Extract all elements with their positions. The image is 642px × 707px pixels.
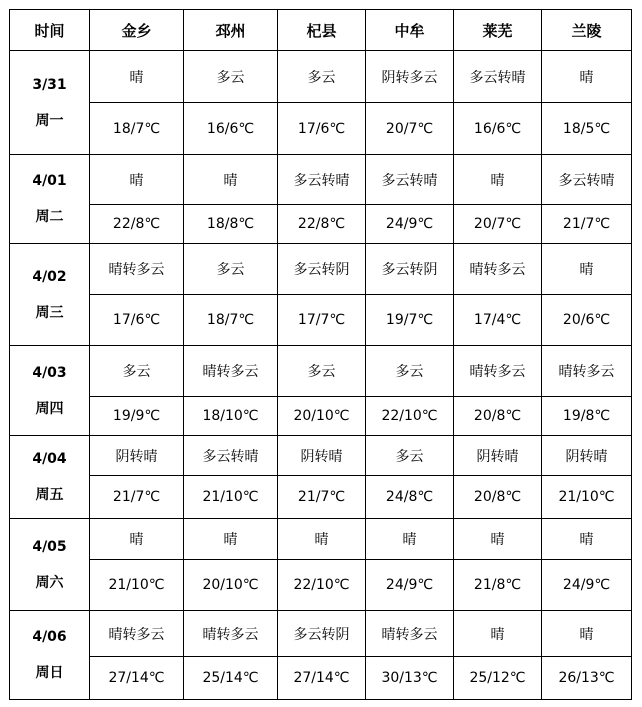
temperature-cell: 20/10℃ <box>278 397 366 436</box>
weather-row <box>10 611 632 657</box>
temperature-cell: 20/8℃ <box>454 476 542 519</box>
weather-cell: 晴 <box>184 519 278 560</box>
weather-cell: 晴 <box>90 51 184 103</box>
weekday-label: 周一 <box>35 112 64 129</box>
date-label: 4/01 <box>32 173 67 189</box>
weather-cell: 晴转多云 <box>184 611 278 657</box>
temperature-cell: 27/14℃ <box>90 657 184 700</box>
weather-cell: 晴转多云 <box>366 611 454 657</box>
city-header: 兰陵 <box>542 10 632 51</box>
weather-cell: 晴 <box>454 519 542 560</box>
weather-cell: 晴 <box>366 519 454 560</box>
date-label: 4/05 <box>32 538 67 555</box>
temperature-cell: 22/8℃ <box>278 205 366 244</box>
temperature-cell: 17/6℃ <box>90 295 184 346</box>
date-label: 4/03 <box>32 364 67 381</box>
date-label: 4/04 <box>32 451 67 467</box>
weather-row <box>10 155 632 205</box>
weather-cell: 多云转晴 <box>454 51 542 103</box>
weekday-label: 周二 <box>35 209 64 225</box>
weekday-label: 周六 <box>35 574 64 591</box>
forecast-body <box>10 51 632 700</box>
header-row <box>10 10 632 51</box>
temperature-cell: 18/5℃ <box>542 103 632 155</box>
weather-row <box>10 346 632 397</box>
temperature-cell: 21/10℃ <box>90 560 184 611</box>
date-cell <box>10 51 90 155</box>
weather-cell: 阴转晴 <box>90 436 184 476</box>
temperature-row <box>10 103 632 155</box>
weather-cell: 晴 <box>542 51 632 103</box>
temperature-cell: 19/7℃ <box>366 295 454 346</box>
temperature-cell: 30/13℃ <box>366 657 454 700</box>
weekday-label: 周日 <box>35 665 64 681</box>
weather-cell: 多云 <box>90 346 184 397</box>
temperature-cell: 20/7℃ <box>454 205 542 244</box>
weather-cell: 晴转多云 <box>184 346 278 397</box>
weekday-label: 周三 <box>35 304 64 321</box>
weather-cell: 晴转多云 <box>90 244 184 295</box>
temperature-cell: 24/9℃ <box>542 560 632 611</box>
weather-cell: 晴转多云 <box>542 346 632 397</box>
temperature-cell: 16/6℃ <box>454 103 542 155</box>
date-cell <box>10 519 90 611</box>
weather-cell: 晴 <box>454 611 542 657</box>
weather-cell: 多云 <box>184 244 278 295</box>
date-cell <box>10 244 90 346</box>
weather-cell: 晴 <box>90 519 184 560</box>
city-header: 莱芜 <box>454 10 542 51</box>
temperature-cell: 25/14℃ <box>184 657 278 700</box>
weather-cell: 晴转多云 <box>90 611 184 657</box>
weather-cell: 多云转晴 <box>278 155 366 205</box>
temperature-cell: 16/6℃ <box>184 103 278 155</box>
temperature-row <box>10 476 632 519</box>
temperature-cell: 18/8℃ <box>184 205 278 244</box>
temperature-cell: 17/6℃ <box>278 103 366 155</box>
temperature-cell: 19/9℃ <box>90 397 184 436</box>
temperature-cell: 21/10℃ <box>184 476 278 519</box>
temperature-cell: 20/10℃ <box>184 560 278 611</box>
temperature-cell: 19/8℃ <box>542 397 632 436</box>
weather-cell: 多云 <box>184 51 278 103</box>
weekday-label: 周五 <box>35 487 64 503</box>
weather-cell: 晴转多云 <box>454 244 542 295</box>
weather-cell: 晴 <box>278 519 366 560</box>
temperature-cell: 21/7℃ <box>278 476 366 519</box>
weather-row <box>10 519 632 560</box>
temperature-row <box>10 205 632 244</box>
date-cell <box>10 611 90 700</box>
date-cell <box>10 155 90 244</box>
city-header: 杞县 <box>278 10 366 51</box>
temperature-cell: 21/8℃ <box>454 560 542 611</box>
temperature-cell: 18/7℃ <box>184 295 278 346</box>
weather-row <box>10 51 632 103</box>
weather-cell: 多云 <box>366 436 454 476</box>
weather-cell: 多云 <box>278 346 366 397</box>
temperature-row <box>10 397 632 436</box>
weather-cell: 多云转晴 <box>542 155 632 205</box>
date-cell <box>10 346 90 436</box>
temperature-row <box>10 657 632 700</box>
weather-row <box>10 244 632 295</box>
date-label: 4/06 <box>32 629 67 645</box>
weather-cell: 晴 <box>542 611 632 657</box>
temperature-cell: 20/6℃ <box>542 295 632 346</box>
temperature-cell: 18/10℃ <box>184 397 278 436</box>
temperature-row <box>10 295 632 346</box>
temperature-cell: 27/14℃ <box>278 657 366 700</box>
date-label: 4/02 <box>32 268 67 285</box>
weather-cell: 阴转多云 <box>366 51 454 103</box>
weather-cell: 多云转晴 <box>366 155 454 205</box>
weather-forecast-table <box>9 9 632 700</box>
temperature-cell: 24/8℃ <box>366 476 454 519</box>
city-header: 邳州 <box>184 10 278 51</box>
weather-cell: 多云转阴 <box>278 611 366 657</box>
city-header: 金乡 <box>90 10 184 51</box>
weather-cell: 多云 <box>366 346 454 397</box>
temperature-cell: 20/7℃ <box>366 103 454 155</box>
temperature-cell: 26/13℃ <box>542 657 632 700</box>
temperature-cell: 17/4℃ <box>454 295 542 346</box>
weather-cell: 晴 <box>90 155 184 205</box>
temperature-cell: 22/10℃ <box>366 397 454 436</box>
temperature-cell: 18/7℃ <box>90 103 184 155</box>
weather-cell: 晴 <box>454 155 542 205</box>
weather-cell: 多云 <box>278 51 366 103</box>
temperature-cell: 24/9℃ <box>366 205 454 244</box>
temperature-cell: 22/10℃ <box>278 560 366 611</box>
city-header: 中牟 <box>366 10 454 51</box>
temperature-cell: 21/10℃ <box>542 476 632 519</box>
temperature-cell: 21/7℃ <box>90 476 184 519</box>
temperature-row <box>10 560 632 611</box>
weather-cell: 多云转阴 <box>278 244 366 295</box>
weather-cell: 多云转阴 <box>366 244 454 295</box>
temperature-cell: 25/12℃ <box>454 657 542 700</box>
temperature-cell: 24/9℃ <box>366 560 454 611</box>
weather-row <box>10 436 632 476</box>
weather-cell: 晴 <box>184 155 278 205</box>
weekday-label: 周四 <box>35 400 64 417</box>
temperature-cell: 22/8℃ <box>90 205 184 244</box>
weather-cell: 阴转晴 <box>278 436 366 476</box>
temperature-cell: 17/7℃ <box>278 295 366 346</box>
time-header: 时间 <box>10 10 90 51</box>
temperature-cell: 20/8℃ <box>454 397 542 436</box>
weather-cell: 晴转多云 <box>454 346 542 397</box>
date-cell <box>10 436 90 519</box>
date-label: 3/31 <box>32 76 67 93</box>
weather-cell: 阴转晴 <box>454 436 542 476</box>
temperature-cell: 21/7℃ <box>542 205 632 244</box>
weather-cell: 晴 <box>542 519 632 560</box>
weather-cell: 阴转晴 <box>542 436 632 476</box>
weather-cell: 晴 <box>542 244 632 295</box>
weather-cell: 多云转晴 <box>184 436 278 476</box>
